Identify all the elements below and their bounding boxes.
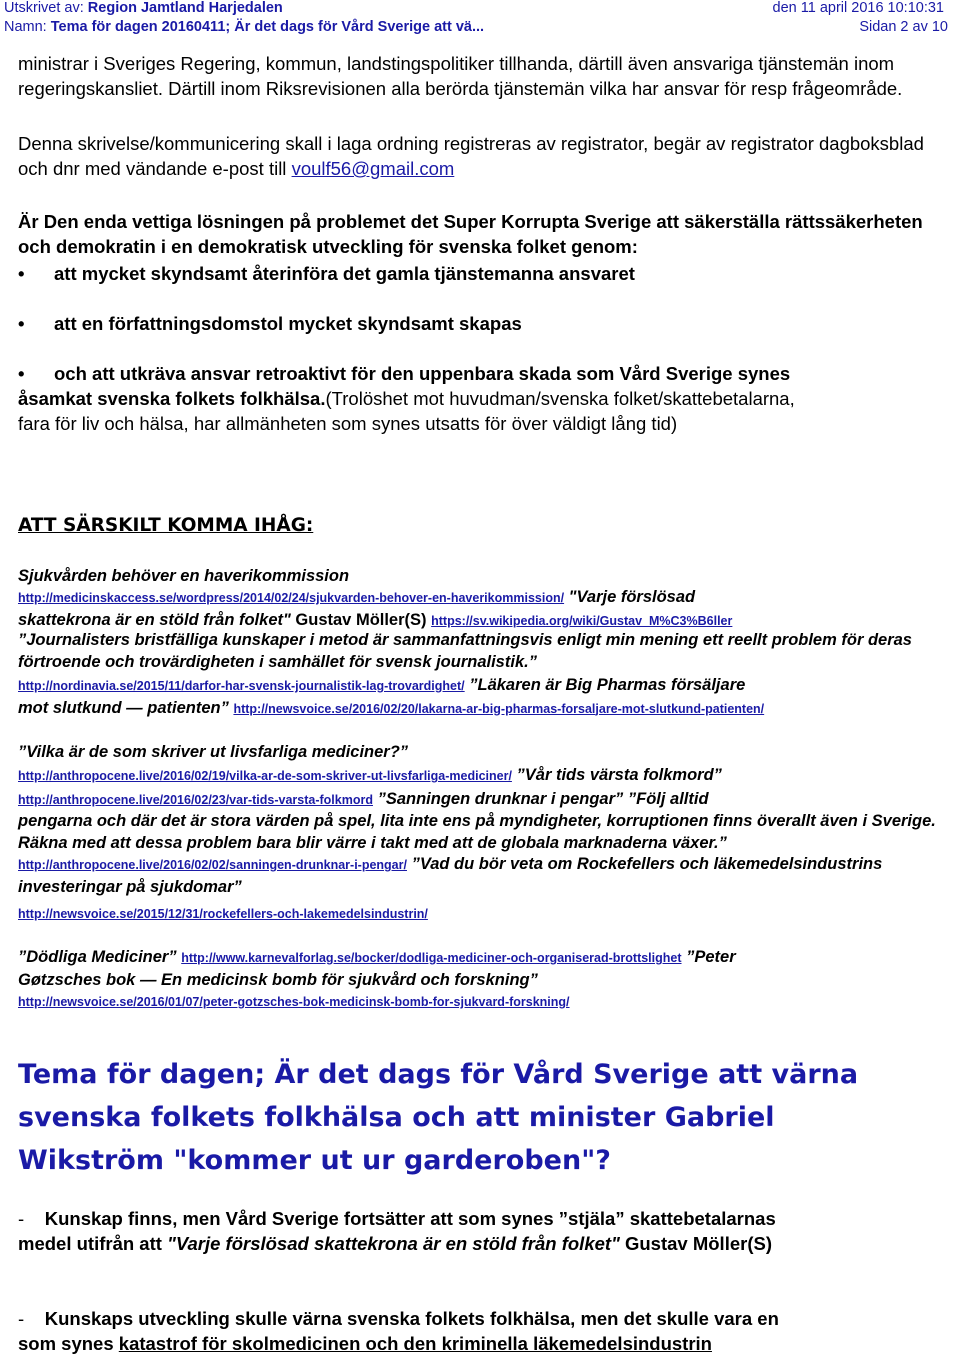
danger-text: fara för liv och hälsa, har allmänheten som synes utsatts för över väldigt lång tid) xyxy=(18,413,678,434)
point-1-author: Gustav Möller(S) xyxy=(624,1233,772,1254)
source-3-link[interactable]: http://newsvoice.se/2016/02/20/lakarna-ar-big-pharmas-forsaljare-mot-slutkund-patienten/ xyxy=(233,701,765,716)
bullet-item-2 xyxy=(18,311,953,336)
source-6-title-a: ”Sanningen drunknar i pengar” xyxy=(377,790,624,808)
source-1-quote-b: skattekrona är en stöld från folket" xyxy=(18,610,291,629)
source-5-title: ”Vår tids värsta folkmord” xyxy=(516,766,722,784)
bullet-item-3 xyxy=(18,361,953,386)
bullet-dot: • xyxy=(18,263,25,284)
bullet-text: att en författningsdomstol mycket skyndsamt skapas xyxy=(54,313,522,334)
printed-by-label: Utskrivet av: xyxy=(4,0,84,16)
bullet-text: och att utkräva ansvar retroaktivt för den uppenbara skada som Vård Sverige synes xyxy=(54,363,791,384)
source-7-title-b: Rockefellers och läkemedelsindustrins investeringar på sjukdomar” xyxy=(18,855,883,896)
source-6-title-b: ”Följ alltid xyxy=(627,790,709,808)
name-value: Tema för dagen 20160411; Är det dags för Vård Sverige att vä... xyxy=(50,19,485,35)
point-2-text-b: som synes xyxy=(18,1333,114,1354)
document-name xyxy=(4,19,484,36)
source-7-title-a: ”Vad du bör veta om xyxy=(411,855,573,873)
source-1-wiki-link[interactable]: https://sv.wikipedia.org/wiki/Gustav_M%C3%B6ller xyxy=(431,613,733,628)
betrayal-text: (Trolöshet mot huvudman/svenska folket/skattebetalarna, xyxy=(325,388,795,409)
bullet-dot: • xyxy=(18,313,25,334)
point-1-text-b: medel utifrån att xyxy=(18,1233,162,1254)
harm-phrase: åsamkat svenska folkets folkhälsa. xyxy=(18,388,326,409)
source-4-title: ”Vilka är de som skriver ut livsfarliga mediciner?” xyxy=(18,743,409,761)
source-3-title-b: mot slutkund — patienten” xyxy=(18,698,229,717)
source-3-title-a: ”Läkaren är Big Pharmas försäljare xyxy=(469,676,746,694)
solution-lead: Är Den enda vettiga lösningen på problemet det Super Korrupta Sverige att säkerställa rättssäkerheten och demokratin i en demokratisk utveckling för svenska folket genom: xyxy=(18,211,923,257)
source-5-6 xyxy=(18,789,953,812)
source-6-link[interactable]: http://anthropocene.live/2016/02/02/sanningen-drunknar-i-pengar/ xyxy=(18,858,407,872)
bullet-text: att mycket skyndsamt återinföra det gamla tjänstemanna ansvaret xyxy=(54,263,635,284)
point-1-quote: "Varje förslösad skattekrona är en stöld från folket" xyxy=(167,1233,620,1254)
source-1-author: Gustav Möller(S) xyxy=(295,610,427,629)
theme-title-line-1: Tema för dagen; Är det dags för Vård Sverige att värna xyxy=(18,1059,859,1090)
point-2 xyxy=(18,1306,953,1356)
source-1-title: Sjukvården behöver en haverikommission xyxy=(18,567,350,585)
source-2-3 xyxy=(18,675,953,720)
theme-title xyxy=(18,1053,953,1182)
theme-title-line-3: Wikström "kommer ut ur garderoben"? xyxy=(18,1145,611,1176)
source-1-link[interactable]: http://medicinskaccess.se/wordpress/2014/02/24/sjukvarden-behover-en-haverikommission/ xyxy=(18,591,565,605)
point-2-dash: - xyxy=(18,1308,25,1329)
theme-title-line-2: svenska folkets folkhälsa och att minister Gabriel xyxy=(18,1102,775,1133)
point-2-text-a: Kunskaps utveckling skulle värna svenska folkets folkhälsa, men det skulle vara en xyxy=(44,1308,779,1329)
point-1-text-a: Kunskap finns, men Vård Sverige fortsätter att som synes ”stjäla” skattebetalarnas xyxy=(44,1208,776,1229)
source-9-link[interactable]: http://newsvoice.se/2016/01/07/peter-gotzsches-bok-medicinsk-bomb-for-sjukvard-forskning/ xyxy=(18,995,570,1009)
source-8-title: ”Dödliga Mediciner” xyxy=(18,948,177,966)
source-1-quote-a: "Varje förslösad xyxy=(568,588,696,606)
source-4-link[interactable]: http://anthropocene.live/2016/02/19/vilka-ar-de-som-skriver-ut-livsfarliga-mediciner/ xyxy=(18,769,512,783)
source-7-link[interactable]: http://newsvoice.se/2015/12/31/rockefellers-och-lakemedelsindustrin/ xyxy=(18,907,428,921)
source-9-title-a: ”Peter xyxy=(686,948,736,966)
printed-by xyxy=(4,0,283,17)
bullet-dot: • xyxy=(18,363,25,384)
point-2-underlined: katastrof för skolmedicinen och den kriminella läkemedelsindustrin xyxy=(118,1333,712,1354)
source-5-link[interactable]: http://anthropocene.live/2016/02/23/var-tids-varsta-folkmord xyxy=(18,793,373,807)
printed-by-value: Region Jamtland Harjedalen xyxy=(87,0,283,16)
bullet-3-continuation xyxy=(18,386,953,436)
source-6-7 xyxy=(18,811,953,898)
intro-paragraph-2 xyxy=(18,131,953,181)
source-8-link[interactable]: http://www.karnevalforlag.se/bocker/dodliga-mediciner-och-organiserad-brottslighet xyxy=(181,951,682,965)
email-link[interactable]: voulf56@gmail.com xyxy=(291,158,455,179)
source-2-quote: ”Journalisters bristfälliga kunskaper i metod är sammanfattningsvis enligt min mening ett reellt problem för deras förtroende och trovärdigheten i samhället för svensk journalistik.” xyxy=(18,631,912,671)
source-6-body: pengarna och där det är stora värden på spel, lita inte ens på myndigheter, korruptionen finns överallt även i Sverige. Räkna med att dessa problem bara blir värre i takt med att de globala marknaderna växer.” xyxy=(18,812,936,852)
print-datetime: den 11 april 2016 10:10:31 xyxy=(772,0,944,16)
source-9-title-b: Gøtzsches bok — En medicinsk bomb för sjukvård och forskning” xyxy=(18,970,538,989)
source-7 xyxy=(18,903,953,926)
registration-text: Denna skrivelse/kommunicering skall i laga ordning registreras av registrator, begär av registrator dagboksblad och dnr med vändande e-post till xyxy=(18,133,924,179)
source-4-5 xyxy=(18,765,953,788)
source-1 xyxy=(18,587,953,632)
name-label: Namn: xyxy=(4,19,47,35)
intro-paragraph-1: ministrar i Sveriges Regering, kommun, landstingspolitiker tillhanda, därtill även ansvariga tjänstemän inom regeringskansliet. Därtill inom Riksrevisionen alla berörda tjänstemän vilka har ansvar för resp frågeområde. xyxy=(18,53,903,99)
bullet-item-1 xyxy=(18,261,953,286)
point-1-dash: - xyxy=(18,1208,25,1229)
point-1 xyxy=(18,1206,953,1256)
remember-heading: ATT SÄRSKILT KOMMA IHÅG: xyxy=(18,515,314,536)
page-number: Sidan 2 av 10 xyxy=(859,19,948,35)
source-2-link[interactable]: http://nordinavia.se/2015/11/darfor-har-svensk-journalistik-lag-trovardighet/ xyxy=(18,679,465,693)
source-8-9 xyxy=(18,947,953,1014)
